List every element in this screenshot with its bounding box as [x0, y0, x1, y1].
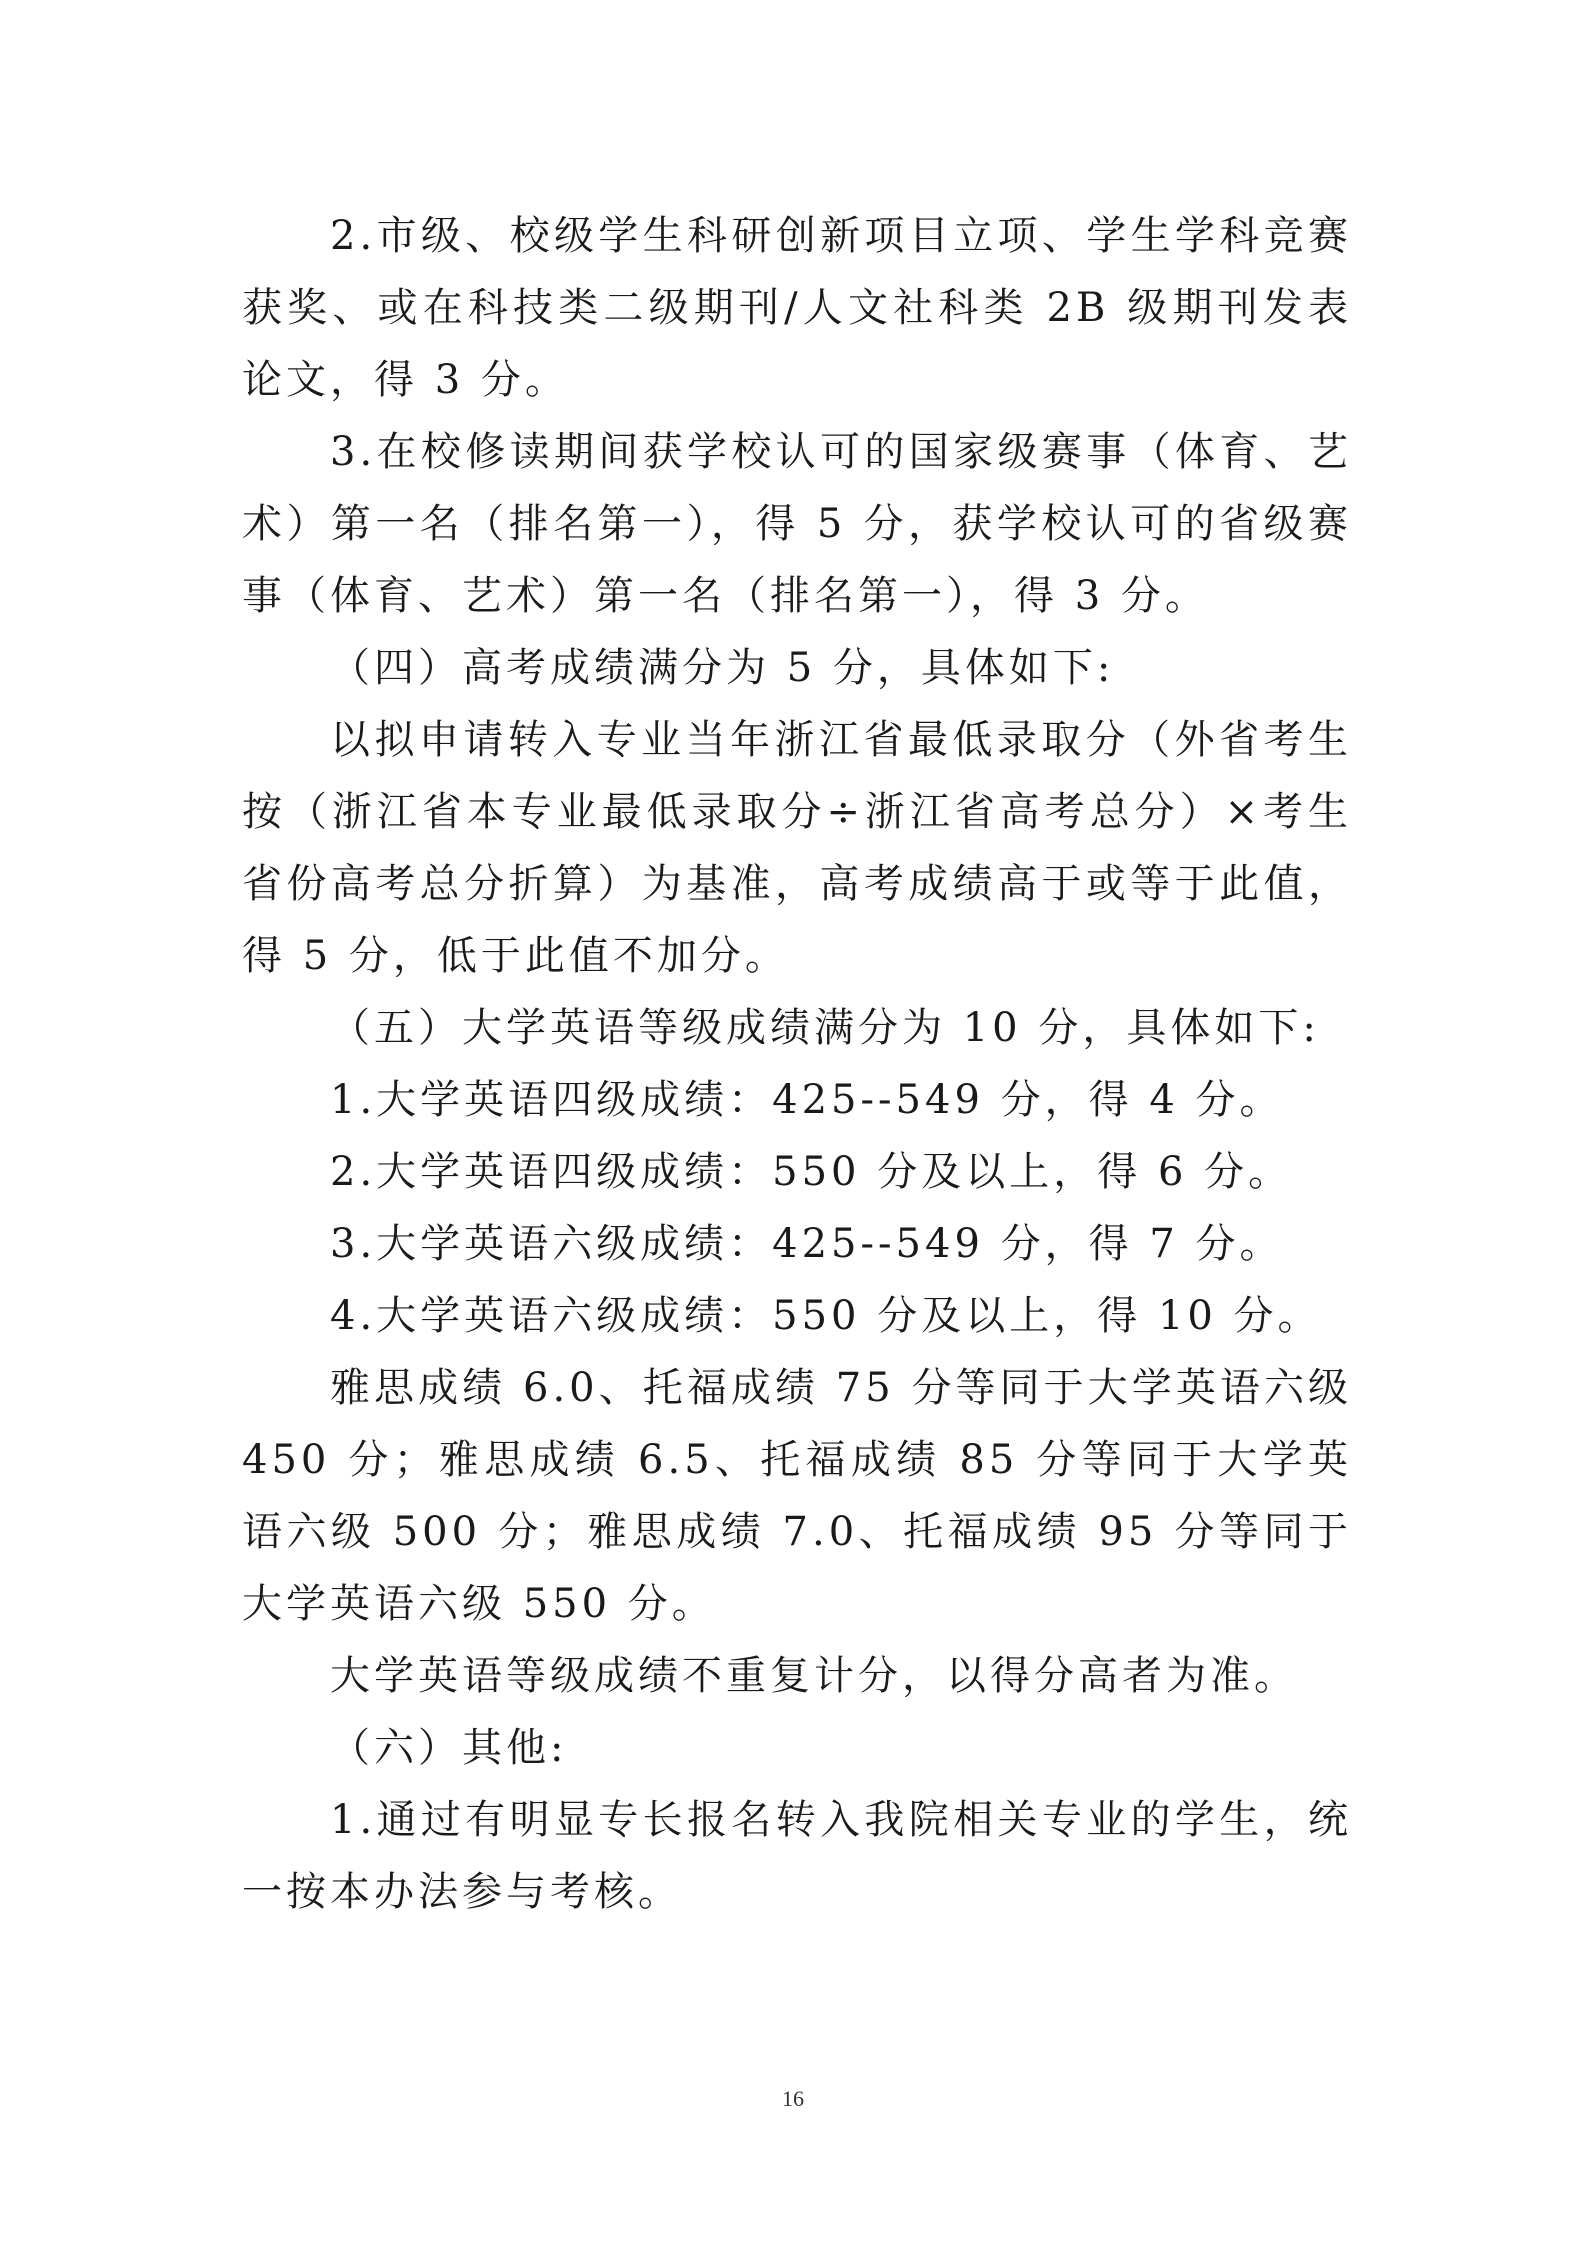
paragraph-gaokao-rule: 以拟申请转入专业当年浙江省最低录取分（外省考生按（浙江省本专业最低录取分÷浙江省高考总分）×考生省份高考总分折算）为基准，高考成绩高于或等于此值，得 5 分，低于此值不加分。: [242, 717, 1352, 979]
section-heading-gaokao: （四）高考成绩满分为 5 分，具体如下:: [330, 645, 1115, 691]
paragraph-cet6-range: 3.大学英语六级成绩：425--549 分，得 7 分。: [330, 1221, 1284, 1267]
paragraph-cet4-range: 1.大学英语四级成绩：425--549 分，得 4 分。: [330, 1077, 1284, 1123]
paragraph-cet4-high: 2.大学英语四级成绩：550 分及以上，得 6 分。: [330, 1149, 1293, 1195]
page-number: 16: [782, 2086, 804, 2111]
document-body: [242, 200, 1352, 1928]
section-heading-other: （六）其他:: [330, 1725, 568, 1771]
paragraph-cet6-high: 4.大学英语六级成绩：550 分及以上，得 10 分。: [330, 1293, 1322, 1339]
paragraph-no-duplicate-scoring: 大学英语等级成绩不重复计分，以得分高者为准。: [330, 1653, 1298, 1699]
paragraph-ielts-toefl-equivalence: 雅思成绩 6.0、托福成绩 75 分等同于大学英语六级 450 分；雅思成绩 6.5、托福成绩 85 分等同于大学英语六级 500 分；雅思成绩 7.0、托福成绩 95 分等同于大学英语六级 550 分。: [242, 1365, 1352, 1627]
paragraph-special-talent: 1.通过有明显专长报名转入我院相关专业的学生，统一按本办法参与考核。: [242, 1797, 1352, 1915]
paragraph-item-2-award: 2.市级、校级学生科研创新项目立项、学生学科竞赛获奖、或在科技类二级期刊/人文社科类 2B 级期刊发表论文，得 3 分。: [242, 213, 1352, 403]
section-heading-english: （五）大学英语等级成绩满分为 10 分，具体如下:: [330, 1005, 1320, 1051]
paragraph-item-3-competition: 3.在校修读期间获学校认可的国家级赛事（体育、艺术）第一名（排名第一），得 5 分，获学校认可的省级赛事（体育、艺术）第一名（排名第一），得 3 分。: [242, 429, 1352, 619]
